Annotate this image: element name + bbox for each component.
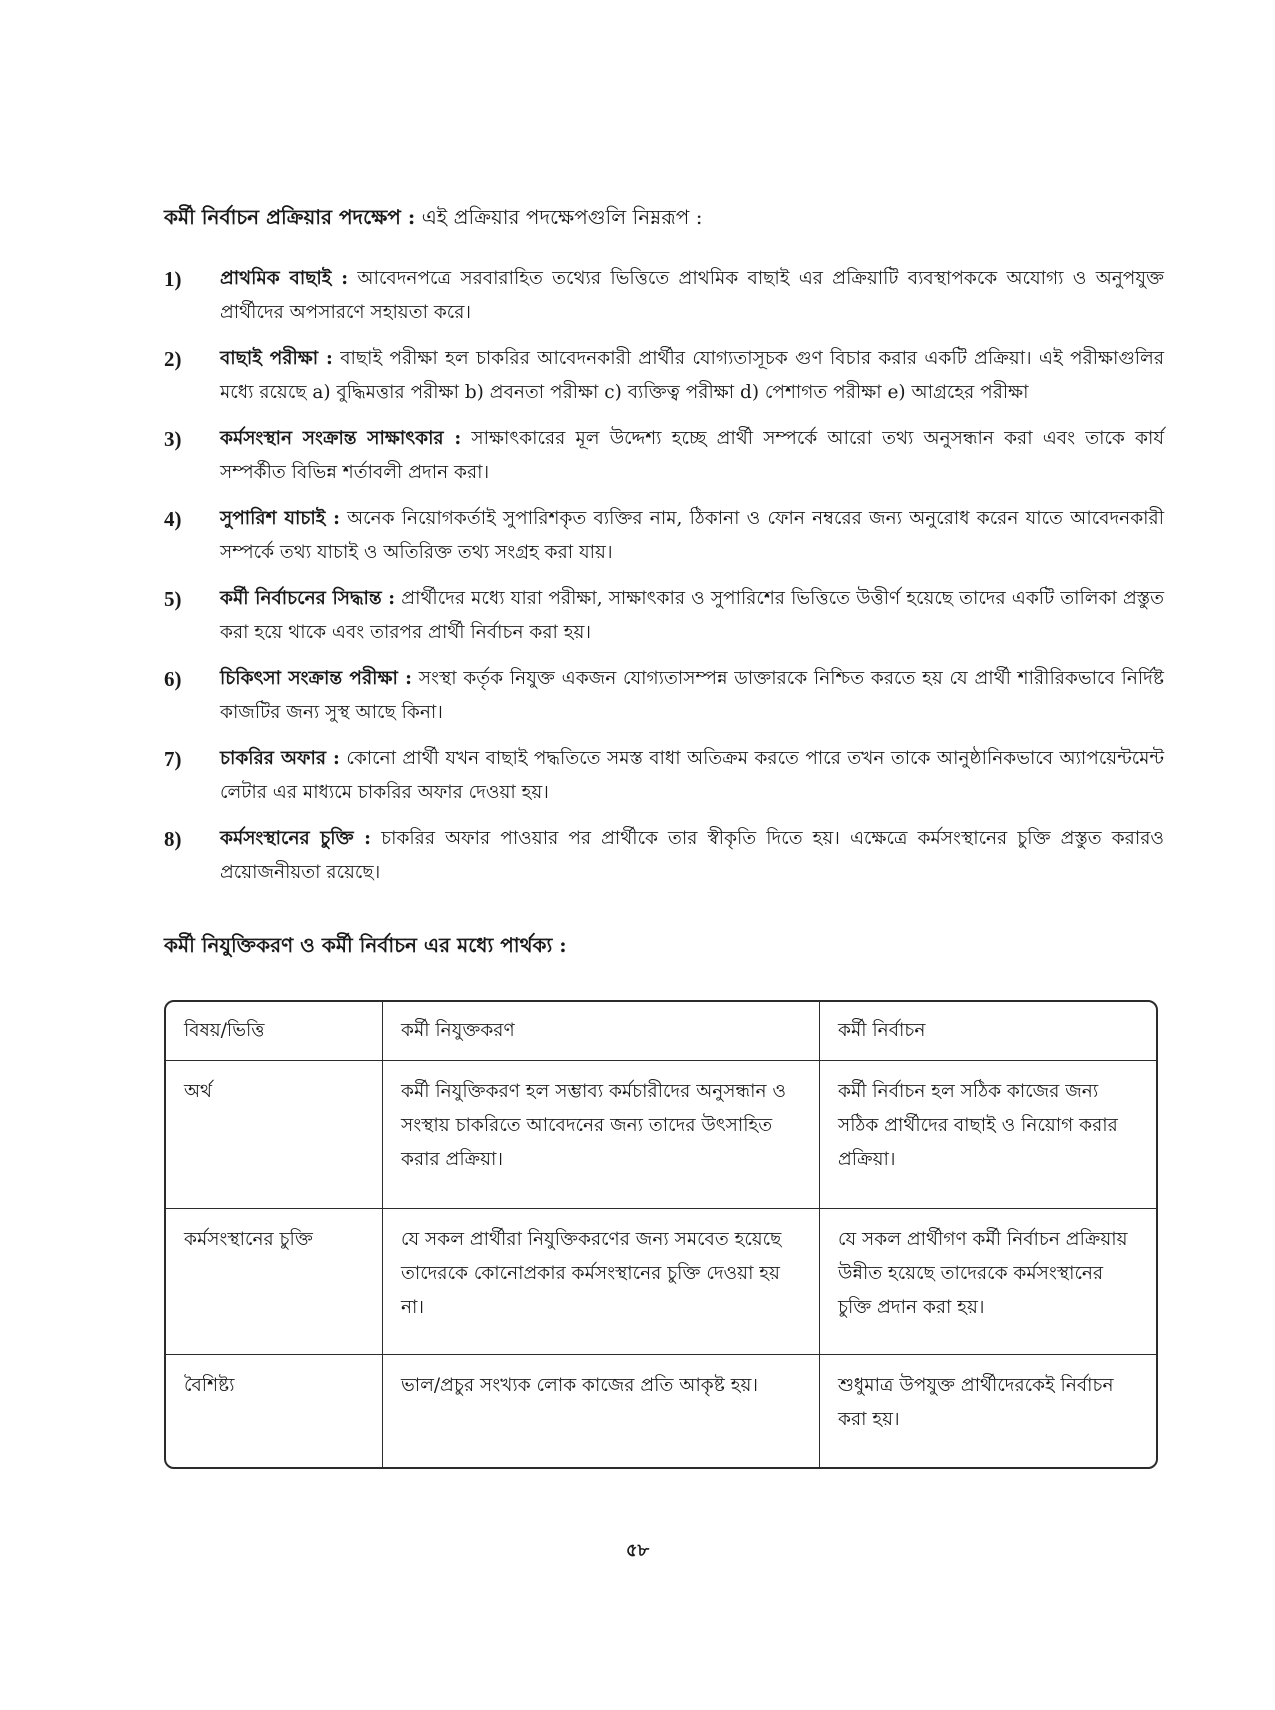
selection-cell: কর্মী নির্বাচন হল সঠিক কাজের জন্য সঠিক প্রার্থীদের বাছাই ও নিয়োগ করার প্রক্রিয়া। <box>820 1061 1157 1209</box>
selection-cell: যে সকল প্রার্থীগণ কর্মী নির্বাচন প্রক্রিয়ায় উন্নীত হয়েছে তাদেরকে কর্মসংস্থানের চুক্তি প্রদান করা হয়। <box>820 1209 1157 1355</box>
step-body <box>220 582 1164 650</box>
step-title: চিকিৎসা সংক্রান্ত পরীক্ষা : <box>220 668 412 689</box>
step-text: কোনো প্রার্থী যখন বাছাই পদ্ধতিতে সমস্ত বাধা অতিক্রম করতে পারে তখন তাকে আনুষ্ঠানিকভাবে অ্যাপয়েন্টমেন্ট লেটার এর মাধ্যমে চাকরির অফার দেওয়া হয়। <box>220 748 1165 803</box>
step-body <box>220 822 1164 890</box>
step-title: সুপারিশ যাচাই : <box>220 508 340 529</box>
list-item <box>164 262 1164 330</box>
recruitment-cell: ভাল/প্রচুর সংখ্যক লোক কাজের প্রতি আকৃষ্ট হয়। <box>383 1355 820 1467</box>
row-label: বৈশিষ্ট্য <box>166 1355 383 1467</box>
selection-cell: শুধুমাত্র উপযুক্ত প্রার্থীদেরকেই নির্বাচন করা হয়। <box>820 1355 1157 1467</box>
table-row <box>166 1355 1156 1467</box>
row-label: কর্মসংস্থানের চুক্তি <box>166 1209 383 1355</box>
step-body <box>220 262 1164 330</box>
page-number: ৫৮ <box>625 1540 650 1561</box>
step-number: 4) <box>164 507 182 531</box>
step-number: 1) <box>164 267 182 291</box>
table-row <box>166 1209 1156 1355</box>
selection-process-intro: এই প্রক্রিয়ার পদক্ষেপগুলি নিম্নরূপ : <box>421 205 703 229</box>
step-number: 3) <box>164 427 182 451</box>
header-cell-basis: বিষয়/ভিত্তি <box>166 1002 383 1061</box>
selection-process-title: কর্মী নির্বাচন প্রক্রিয়ার পদক্ষেপ : <box>164 205 416 229</box>
step-body <box>220 742 1164 810</box>
comparison-table-grid <box>166 1002 1156 1467</box>
step-text: সংস্থা কর্তৃক নিযুক্ত একজন যোগ্যতাসম্পন্ন ডাক্তারকে নিশ্চিত করতে হয় যে প্রার্থী শারীরিকভাবে নির্দিষ্ট কাজটির জন্য সুস্থ আছে কিনা। <box>220 668 1164 723</box>
step-number: 7) <box>164 747 182 771</box>
step-title: প্রাথমিক বাছাই : <box>220 268 349 289</box>
list-item <box>164 582 1164 650</box>
selection-process-heading <box>164 203 1164 231</box>
step-number: 5) <box>164 587 182 611</box>
step-number: 2) <box>164 347 182 371</box>
recruitment-cell: যে সকল প্রার্থীরা নিযুক্তিকরণের জন্য সমবেত হয়েছে তাদেরকে কোনোপ্রকার কর্মসংস্থানের চুক্তি দেওয়া হয় না। <box>383 1209 820 1355</box>
header-cell-recruitment: কর্মী নিযুক্তকরণ <box>383 1002 820 1061</box>
difference-heading <box>164 931 1164 959</box>
step-text: বাছাই পরীক্ষা হল চাকরির আবেদনকারী প্রার্থীর যোগ্যতাসূচক গুণ বিচার করার একটি প্রক্রিয়া। এই পরীক্ষাগুলির মধ্যে রয়েছে a) বুদ্ধিমত্তার পরীক্ষা b) প্রবনতা পরীক্ষা c) ব্যক্তিত্ব পরীক্ষা d) পেশাগত পরীক্ষা e) আগ্রহের পরীক্ষা <box>220 348 1165 403</box>
step-body <box>220 662 1164 730</box>
step-title: চাকরির অফার : <box>220 748 340 769</box>
list-item <box>164 422 1164 490</box>
selection-steps-list <box>164 262 1164 902</box>
step-title: কর্মসংস্থানের চুক্তি : <box>220 828 372 849</box>
step-text: চাকরির অফার পাওয়ার পর প্রার্থীকে তার স্বীকৃতি দিতে হয়। এক্ষেত্রে কর্মসংস্থানের চুক্তি প্রস্তুত করারও প্রয়োজনীয়তা রয়েছে। <box>220 828 1164 883</box>
step-text: সাক্ষাৎকারের মূল উদ্দেশ্য হচ্ছে প্রার্থী সম্পর্কে আরো তথ্য অনুসন্ধান করা এবং তাকে কার্য সম্পর্কীত বিভিন্ন শর্তাবলী প্রদান করা। <box>220 428 1165 483</box>
step-number: 6) <box>164 667 182 691</box>
step-number: 8) <box>164 827 182 851</box>
header-cell-selection: কর্মী নির্বাচন <box>820 1002 1157 1061</box>
step-title: কর্মী নির্বাচনের সিদ্ধান্ত : <box>220 588 396 609</box>
table-row <box>166 1061 1156 1209</box>
step-title: কর্মসংস্থান সংক্রান্ত সাক্ষাৎকার : <box>220 428 462 449</box>
step-body <box>220 422 1164 490</box>
table-header-row <box>166 1002 1156 1061</box>
comparison-table <box>164 1000 1158 1469</box>
row-label: অর্থ <box>166 1061 383 1209</box>
difference-title: কর্মী নিযুক্তিকরণ ও কর্মী নির্বাচন এর মধ্যে পার্থক্য : <box>164 933 567 957</box>
step-text: আবেদনপত্রে সরবারাহিত তথ্যের ভিত্তিতে প্রাথমিক বাছাই এর প্রক্রিয়াটি ব্যবস্থাপককে অযোগ্য ও অনুপযুক্ত প্রার্থীদের অপসারণে সহায়তা করে। <box>220 268 1164 323</box>
list-item <box>164 742 1164 810</box>
step-text: অনেক নিয়োগকর্তাই সুপারিশকৃত ব্যক্তির নাম, ঠিকানা ও ফোন নম্বরের জন্য অনুরোধ করেন যাতে আবেদনকারী সম্পর্কে তথ্য যাচাই ও অতিরিক্ত তথ্য সংগ্রহ করা যায়। <box>220 508 1164 563</box>
step-title: বাছাই পরীক্ষা : <box>220 348 333 369</box>
recruitment-cell: কর্মী নিযুক্তিকরণ হল সম্ভাব্য কর্মচারীদের অনুসন্ধান ও সংস্থায় চাকরিতে আবেদনের জন্য তাদের উৎসাহিত করার প্রক্রিয়া। <box>383 1061 820 1209</box>
step-text: প্রার্থীদের মধ্যে যারা পরীক্ষা, সাক্ষাৎকার ও সুপারিশের ভিত্তিতে উত্তীর্ণ হয়েছে তাদের একটি তালিকা প্রস্তুত করা হয়ে থাকে এবং তারপর প্রার্থী নির্বাচন করা হয়। <box>220 588 1164 643</box>
list-item <box>164 822 1164 890</box>
list-item <box>164 342 1164 410</box>
list-item <box>164 662 1164 730</box>
list-item <box>164 502 1164 570</box>
step-body <box>220 502 1164 570</box>
step-body <box>220 342 1164 410</box>
